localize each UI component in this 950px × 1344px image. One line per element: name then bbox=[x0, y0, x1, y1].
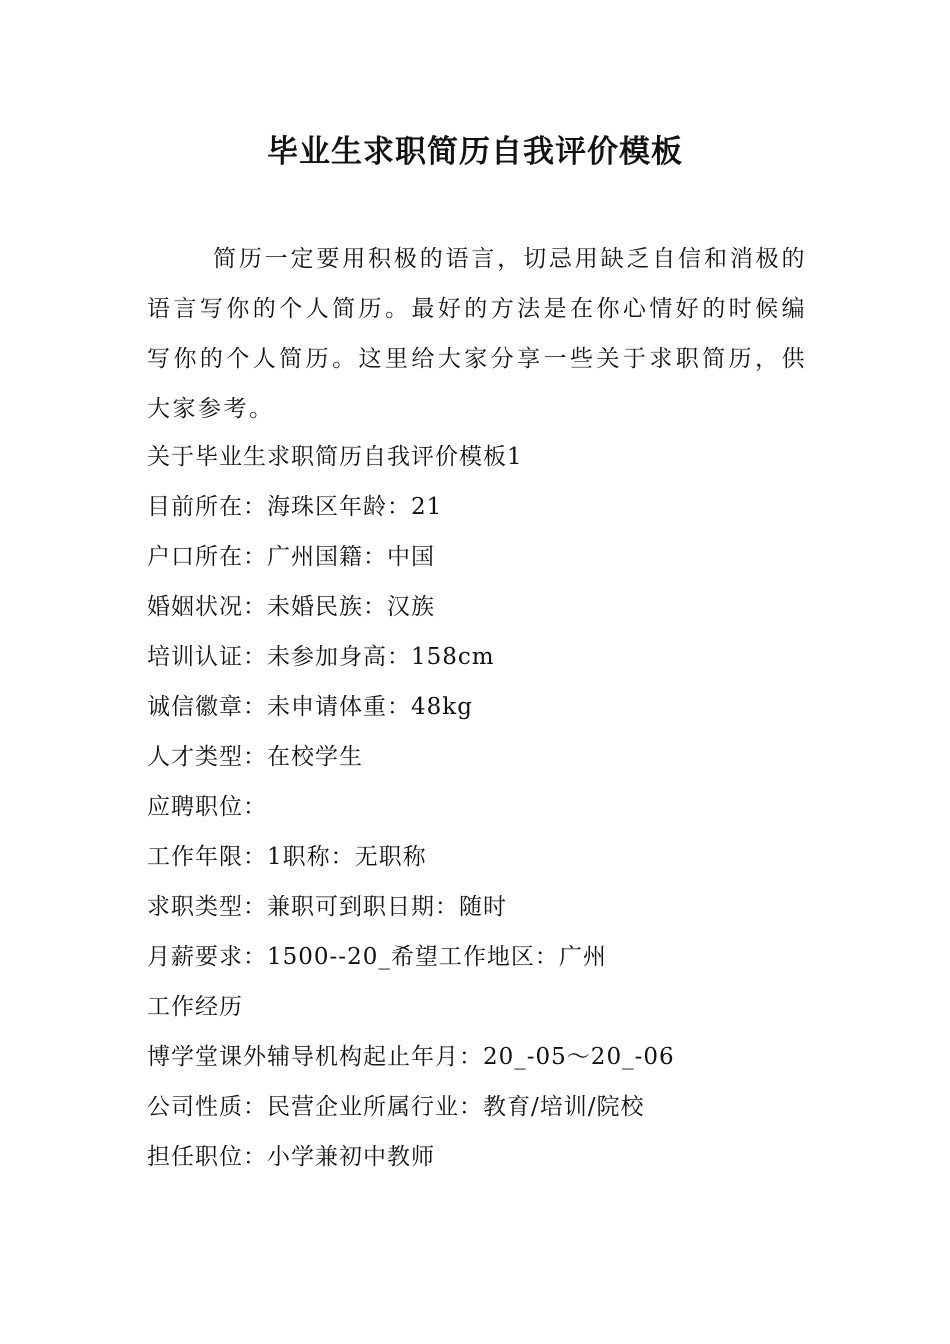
info-line-location-age: 目前所在：海珠区年龄：21 bbox=[147, 494, 443, 520]
info-line-badge-weight: 诚信徽章：未申请体重：48kg bbox=[147, 694, 473, 720]
document-title: 毕业生求职简历自我评价模板 bbox=[267, 134, 683, 170]
work-line-employer-dates: 博学堂课外辅导机构起止年月：20_-05～20_-06 bbox=[147, 1044, 675, 1070]
resume-lines bbox=[147, 432, 827, 1182]
intro-paragraph: 简历一定要用积极的语言，切忌用缺乏自信和消极的语言写你的个人简历。最好的方法是在你心情好的时候编写你的个人简历。这里给大家分享一些关于求职简历，供大家参考。 bbox=[147, 246, 807, 422]
info-line-marital-ethnicity: 婚姻状况：未婚民族：汉族 bbox=[147, 594, 435, 620]
info-line-years-title: 工作年限：1职称：无职称 bbox=[147, 844, 427, 870]
info-line-talent-type: 人才类型：在校学生 bbox=[147, 744, 363, 770]
info-line-position: 应聘职位： bbox=[147, 794, 267, 820]
section-heading: 关于毕业生求职简历自我评价模板1 bbox=[147, 444, 523, 470]
work-line-company-industry: 公司性质：民营企业所属行业：教育/培训/院校 bbox=[147, 1094, 645, 1120]
work-experience-heading: 工作经历 bbox=[147, 994, 243, 1020]
info-line-hukou-nationality: 户口所在：广州国籍：中国 bbox=[147, 544, 435, 570]
info-line-salary-area: 月薪要求：1500--20_希望工作地区：广州 bbox=[147, 944, 607, 970]
work-line-role: 担任职位：小学兼初中教师 bbox=[147, 1144, 435, 1170]
info-line-training-height: 培训认证：未参加身高：158cm bbox=[147, 644, 495, 670]
info-line-job-type-start: 求职类型：兼职可到职日期：随时 bbox=[147, 894, 507, 920]
